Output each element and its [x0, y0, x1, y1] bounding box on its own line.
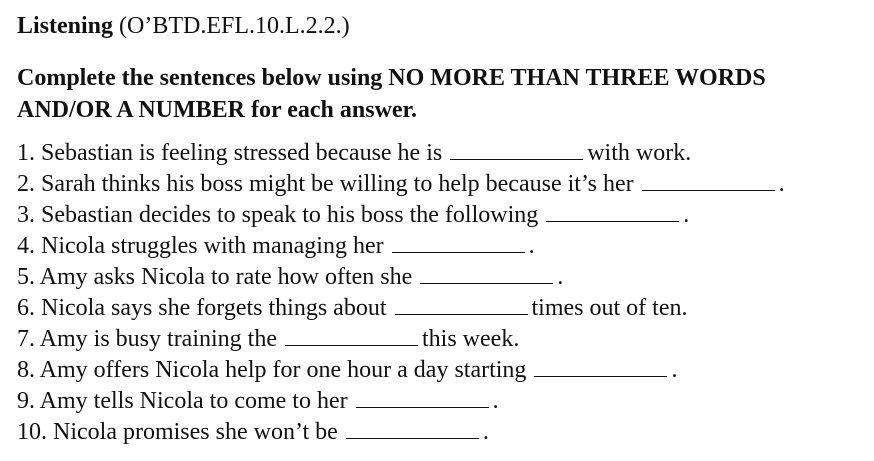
question-text-after: .: [528, 233, 535, 259]
question-text-after: .: [482, 419, 489, 445]
curriculum-code: (O’BTD.EFL.10.L.2.2.): [119, 13, 350, 39]
answer-blank: [420, 265, 553, 284]
question-text: 10. Nicola promises she won’t be: [17, 419, 338, 445]
question-6: [17, 293, 867, 324]
question-8: [17, 355, 867, 386]
answer-blank: [534, 358, 667, 377]
question-text: 5. Amy asks Nicola to rate how often she: [17, 264, 413, 290]
answer-blank: [450, 141, 583, 160]
question-2: [17, 169, 867, 200]
question-text-after: .: [492, 388, 499, 414]
instructions-line-1: Complete the sentences below using NO MORE THAN THREE WORDS: [17, 65, 766, 91]
question-3: [17, 200, 867, 231]
question-9: [17, 386, 867, 417]
question-text-after: this week.: [422, 326, 520, 352]
question-4: [17, 231, 867, 262]
question-text-after: .: [557, 264, 564, 290]
question-list: [17, 138, 867, 448]
question-text: 2. Sarah thinks his boss might be willing to help because it’s her: [17, 171, 634, 197]
instructions-line-2: AND/OR A NUMBER for each answer.: [17, 97, 417, 123]
question-text-after: .: [671, 357, 678, 383]
section-heading: [17, 10, 867, 42]
question-text: 7. Amy is busy training the: [17, 326, 277, 352]
section-title: Listening: [17, 13, 114, 39]
question-text-after: .: [683, 202, 690, 228]
question-text-after: .: [778, 171, 785, 197]
answer-blank: [546, 203, 679, 222]
answer-blank: [285, 327, 418, 346]
question-text: 3. Sebastian decides to speak to his boss the following: [17, 202, 539, 228]
question-text: 4. Nicola struggles with managing her: [17, 233, 384, 259]
question-7: [17, 324, 867, 355]
question-text: 6. Nicola says she forgets things about: [17, 295, 387, 321]
answer-blank: [356, 389, 489, 408]
worksheet: [17, 10, 867, 448]
question-text-after: times out of ten.: [531, 295, 688, 321]
question-10: [17, 417, 867, 448]
question-text: 8. Amy offers Nicola help for one hour a day starting: [17, 357, 527, 383]
question-text: 9. Amy tells Nicola to come to her: [17, 388, 348, 414]
question-text: 1. Sebastian is feeling stressed because he is: [17, 140, 443, 166]
question-1: [17, 138, 867, 169]
question-5: [17, 262, 867, 293]
answer-blank: [642, 172, 775, 191]
question-text-after: with work.: [587, 140, 692, 166]
answer-blank: [346, 420, 479, 439]
instructions: [17, 62, 867, 126]
answer-blank: [395, 296, 528, 315]
answer-blank: [392, 234, 525, 253]
